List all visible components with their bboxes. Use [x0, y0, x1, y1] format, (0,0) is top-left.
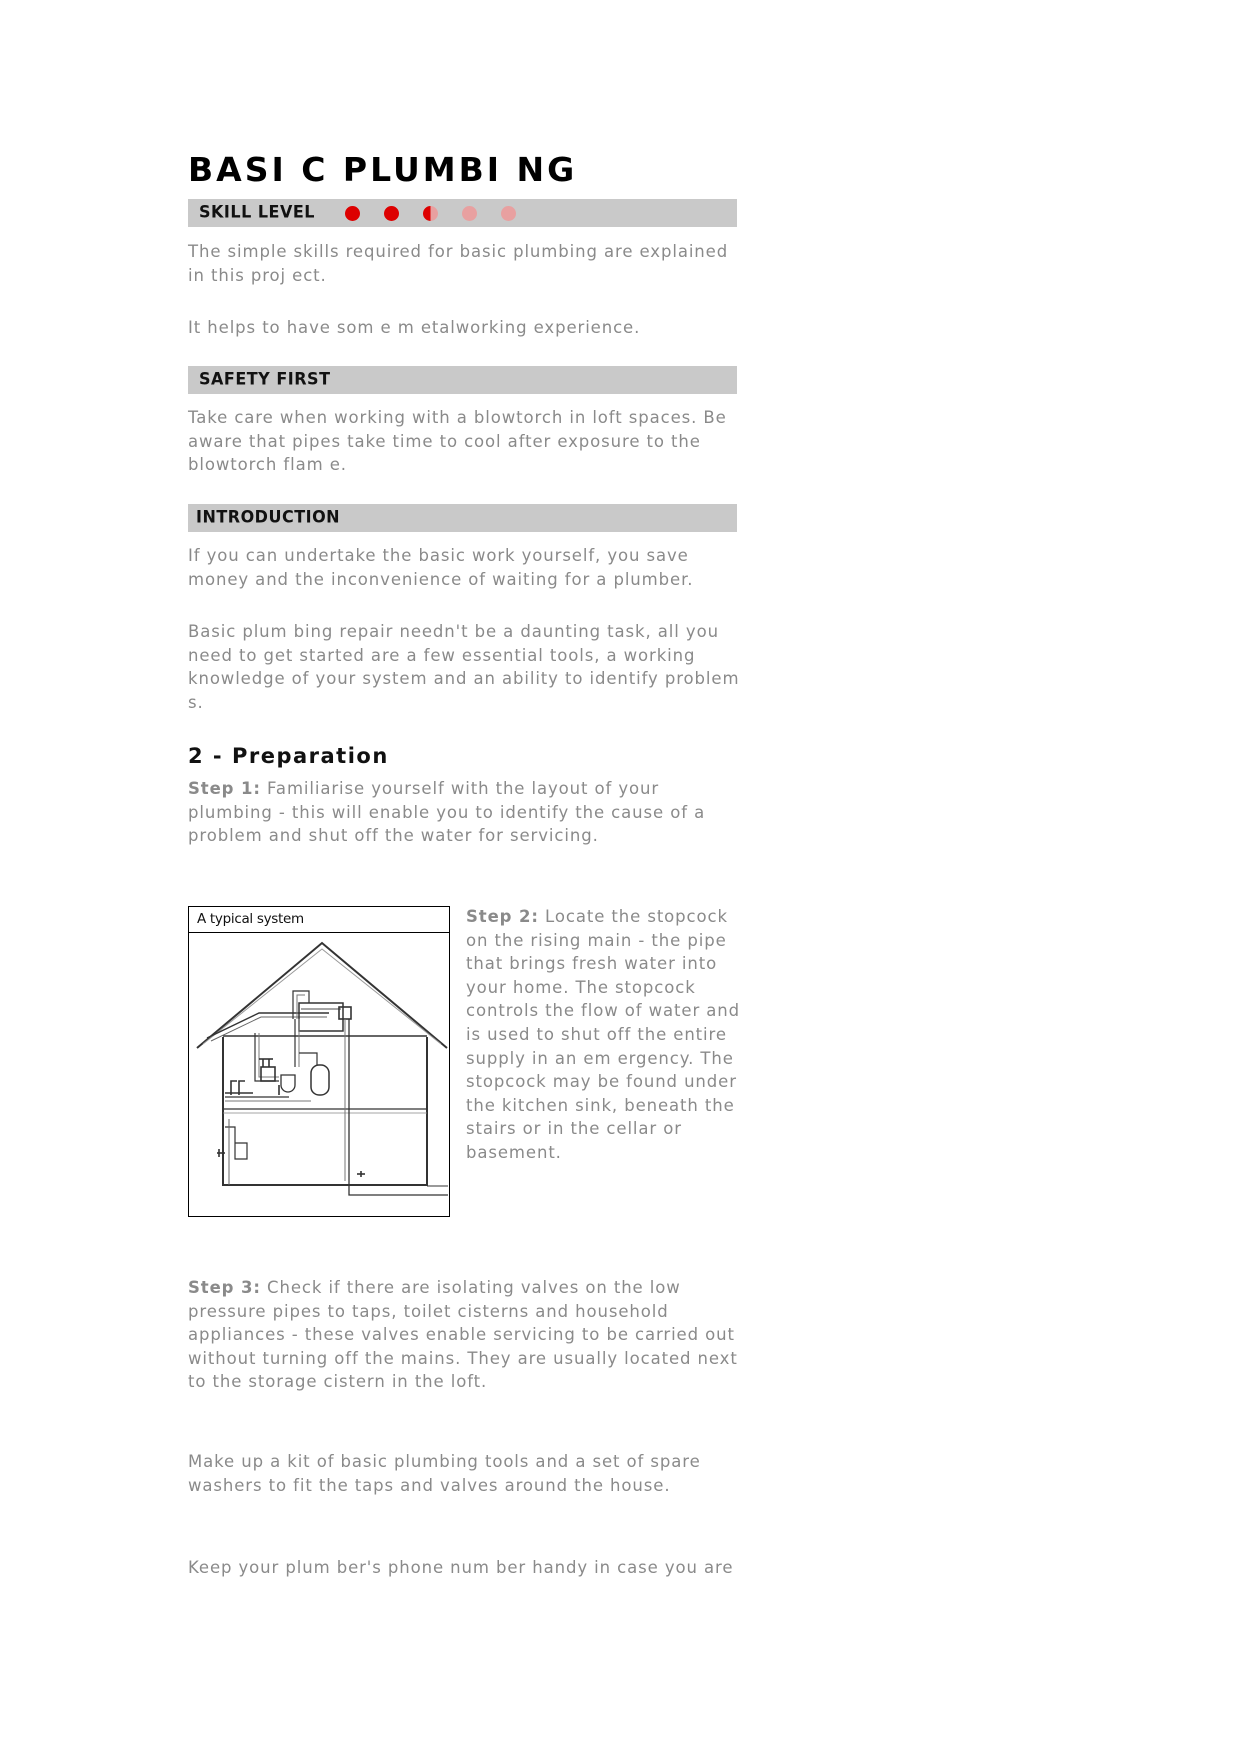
step-2-label: Step 2:	[466, 907, 539, 926]
intro-paragraph-1: The simple skills required for basic plumbing are explained in this proj ect.	[188, 242, 729, 285]
step-2-text: Locate the stopcock on the rising main - the pipe that brings fresh water into your home. The stopcock controls the flow of water and is used to shut off the entire supply in an em ergency. The stopcock may be found under the kitchen sink, beneath the stairs or in the cellar or basement.	[466, 907, 741, 1162]
house-plumbing-diagram	[189, 933, 448, 1215]
step-2-paragraph	[466, 905, 751, 1165]
phone-number-paragraph: Keep your plum ber's phone num ber handy in case you are	[188, 1558, 734, 1577]
typical-system-figure	[188, 906, 450, 1217]
introduction-label: INTRODUCTION	[196, 506, 341, 527]
step-3-paragraph	[188, 1276, 748, 1394]
skill-dot	[501, 206, 516, 221]
skill-dot	[423, 206, 438, 221]
skill-dot	[345, 206, 360, 221]
skill-dot	[462, 206, 477, 221]
safety-first-label: SAFETY FIRST	[199, 368, 331, 389]
introduction-paragraph-2: Basic plum bing repair needn't be a daunting task, all you need to get started are a few essential tools, a working knowledge of your system and an ability to identify problem s.	[188, 622, 740, 712]
preparation-heading: 2 - Preparation	[188, 744, 389, 768]
tool-kit-paragraph: Make up a kit of basic plumbing tools and a set of spare washers to fit the taps and valves around the house.	[188, 1452, 701, 1495]
introduction-paragraph-1: If you can undertake the basic work yourself, you save money and the inconvenience of waiting for a plumber.	[188, 546, 694, 589]
introduction-bar	[188, 504, 737, 532]
step-1-text: Familiarise yourself with the layout of your plumbing - this will enable you to identify the cause of a problem and shut off the water for servicing.	[188, 779, 706, 845]
safety-first-bar	[188, 366, 737, 394]
page-title: BASI C PLUMBI NG	[188, 150, 578, 189]
step-3-label: Step 3:	[188, 1278, 261, 1297]
safety-paragraph: Take care when working with a blowtorch in loft spaces. Be aware that pipes take time to cool after exposure to the blowtorch flam e.	[188, 408, 727, 474]
skill-dot	[384, 206, 399, 221]
step-1-paragraph	[188, 777, 748, 848]
intro-paragraph-2: It helps to have som e m etalworking experience.	[188, 318, 641, 337]
skill-level-bar	[188, 199, 737, 227]
skill-level-label: SKILL LEVEL	[199, 201, 315, 222]
step-1-label: Step 1:	[188, 779, 261, 798]
step-3-text: Check if there are isolating valves on the low pressure pipes to taps, toilet cisterns and household appliances - these valves enable servicing to be carried out without turning off the mains. They are usually located next to the storage cistern in the loft.	[188, 1278, 738, 1391]
figure-caption: A typical system	[189, 907, 449, 933]
